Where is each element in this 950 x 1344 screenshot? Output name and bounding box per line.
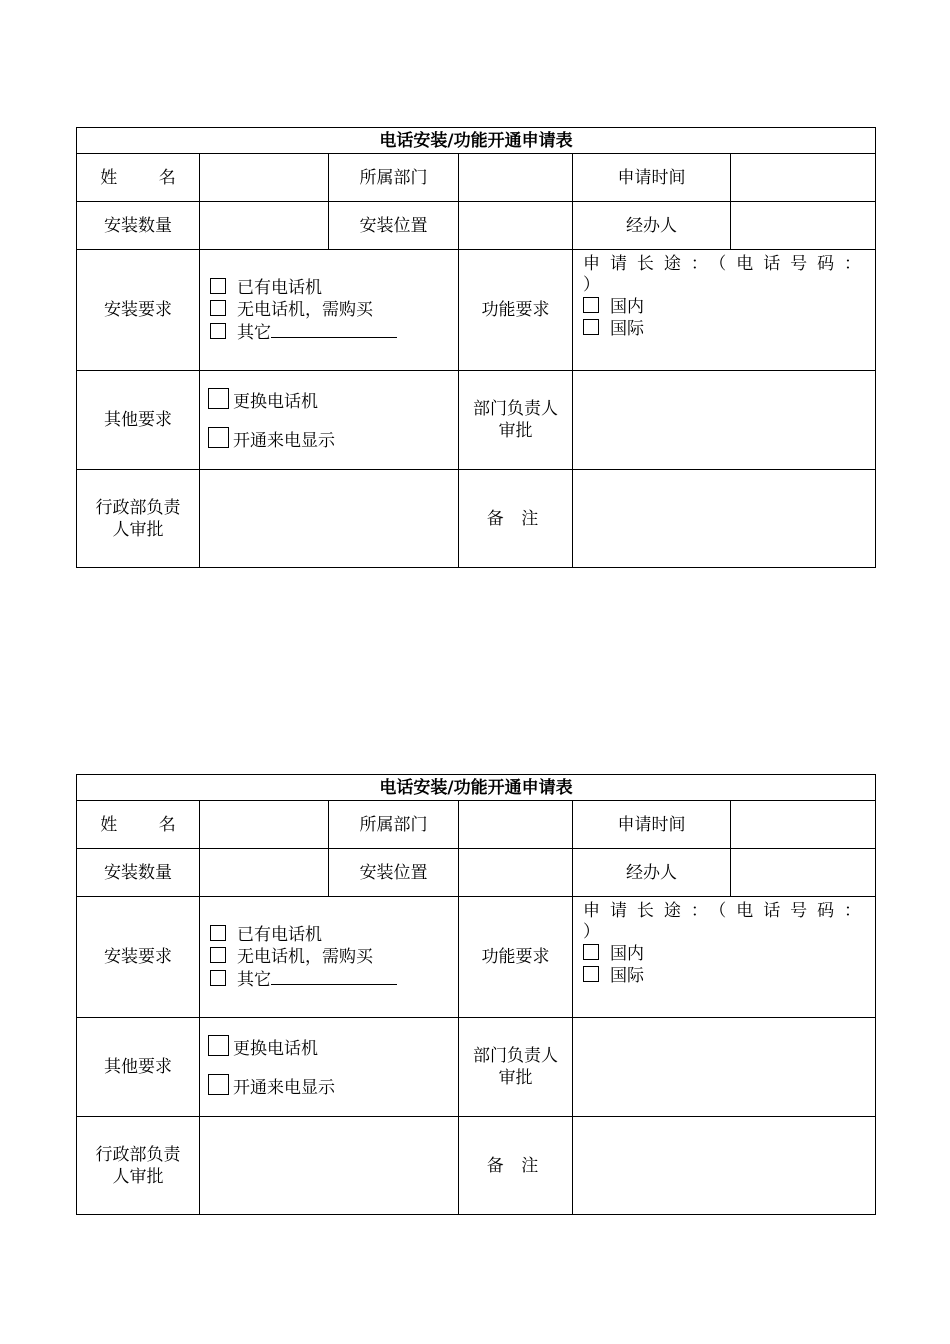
install-requirement-label: 安装要求 <box>77 897 200 1018</box>
long-distance-close: ） <box>583 275 600 295</box>
admin-head-label-line2: 人审批 <box>112 519 164 540</box>
option-label: 国内 <box>610 297 644 317</box>
admin-head-label-line1: 行政部负责 <box>95 1144 181 1165</box>
handler-label: 经办人 <box>573 849 731 897</box>
function-requirement-label: 功能要求 <box>459 897 573 1018</box>
checkbox-icon[interactable] <box>210 925 226 941</box>
option-has-phone[interactable] <box>210 924 458 946</box>
install-location-label: 安装位置 <box>329 849 459 897</box>
option-label: 国际 <box>610 319 644 339</box>
install-location-field[interactable] <box>459 202 573 250</box>
option-no-phone-buy[interactable] <box>210 946 458 968</box>
other-requirement-options <box>200 371 459 470</box>
install-location-label: 安装位置 <box>329 202 459 250</box>
dept-head-approval-field[interactable] <box>573 371 876 470</box>
checkbox-icon[interactable] <box>208 1074 229 1095</box>
option-label: 开通来电显示 <box>233 1078 335 1098</box>
handler-field[interactable] <box>731 849 876 897</box>
admin-head-approval-field[interactable] <box>200 470 459 568</box>
option-domestic[interactable] <box>583 943 865 965</box>
checkbox-icon[interactable] <box>583 297 599 313</box>
department-label: 所属部门 <box>329 801 459 849</box>
admin-head-approval-label <box>77 1117 200 1215</box>
option-no-phone-buy[interactable] <box>210 299 458 321</box>
function-requirement-options <box>573 250 876 371</box>
option-label: 其它 <box>237 969 271 990</box>
checkbox-icon[interactable] <box>208 388 229 409</box>
admin-head-label-line2: 人审批 <box>112 1166 164 1187</box>
checkbox-icon[interactable] <box>208 1035 229 1056</box>
dept-head-approval-field[interactable] <box>573 1018 876 1117</box>
apply-time-field[interactable] <box>731 154 876 202</box>
install-requirement-options <box>200 897 459 1018</box>
option-caller-id[interactable] <box>208 1074 458 1099</box>
other-blank-line[interactable] <box>271 968 397 985</box>
application-form-1 <box>76 127 876 568</box>
checkbox-icon[interactable] <box>210 323 226 339</box>
option-replace-phone[interactable] <box>208 1035 458 1060</box>
checkbox-icon[interactable] <box>210 300 226 316</box>
admin-head-label-line1: 行政部负责 <box>95 497 181 518</box>
option-replace-phone[interactable] <box>208 388 458 413</box>
option-domestic[interactable] <box>583 296 865 318</box>
option-label: 国际 <box>610 966 644 986</box>
checkbox-icon[interactable] <box>208 427 229 448</box>
long-distance-label: 申请长途：（电话号码： <box>583 901 866 921</box>
other-blank-line[interactable] <box>271 321 397 338</box>
other-requirement-label: 其他要求 <box>77 371 200 470</box>
name-field[interactable] <box>200 154 329 202</box>
remarks-field[interactable] <box>573 1117 876 1215</box>
remarks-label: 备 注 <box>459 1117 573 1215</box>
handler-label: 经办人 <box>573 202 731 250</box>
dept-head-approval-label <box>459 1018 573 1117</box>
dept-head-label-line1: 部门负责人 <box>473 1046 558 1066</box>
other-requirement-options <box>200 1018 459 1117</box>
name-label: 姓 名 <box>77 154 200 202</box>
option-label: 无电话机，需购买 <box>237 299 373 320</box>
application-form-2 <box>76 774 876 1215</box>
option-label: 国内 <box>610 944 644 964</box>
form-title: 电话安装/功能开通申请表 <box>77 775 876 801</box>
apply-time-label: 申请时间 <box>573 154 731 202</box>
option-label: 已有电话机 <box>237 277 322 298</box>
install-quantity-label: 安装数量 <box>77 849 200 897</box>
long-distance-close: ） <box>583 922 600 942</box>
other-requirement-label: 其他要求 <box>77 1018 200 1117</box>
dept-head-label-line2: 审批 <box>498 1068 533 1088</box>
remarks-label: 备 注 <box>459 470 573 568</box>
install-quantity-label: 安装数量 <box>77 202 200 250</box>
checkbox-icon[interactable] <box>583 944 599 960</box>
option-caller-id[interactable] <box>208 427 458 452</box>
department-field[interactable] <box>459 801 573 849</box>
checkbox-icon[interactable] <box>583 319 599 335</box>
admin-head-approval-field[interactable] <box>200 1117 459 1215</box>
install-requirement-options <box>200 250 459 371</box>
option-label: 无电话机，需购买 <box>237 946 373 967</box>
option-international[interactable] <box>583 965 865 987</box>
function-requirement-options <box>573 897 876 1018</box>
checkbox-icon[interactable] <box>210 278 226 294</box>
long-distance-label: 申请长途：（电话号码： <box>583 254 866 274</box>
name-label: 姓 名 <box>77 801 200 849</box>
dept-head-approval-label <box>459 371 573 470</box>
dept-head-label-line2: 审批 <box>498 421 533 441</box>
handler-field[interactable] <box>731 202 876 250</box>
admin-head-approval-label <box>77 470 200 568</box>
function-requirement-label: 功能要求 <box>459 250 573 371</box>
option-label: 开通来电显示 <box>233 431 335 451</box>
option-other[interactable] <box>210 968 458 991</box>
form-title: 电话安装/功能开通申请表 <box>77 128 876 154</box>
install-quantity-field[interactable] <box>200 202 329 250</box>
option-label: 已有电话机 <box>237 924 322 945</box>
option-label: 其它 <box>237 322 271 343</box>
apply-time-field[interactable] <box>731 801 876 849</box>
name-field[interactable] <box>200 801 329 849</box>
department-label: 所属部门 <box>329 154 459 202</box>
checkbox-icon[interactable] <box>583 966 599 982</box>
option-other[interactable] <box>210 321 458 344</box>
checkbox-icon[interactable] <box>210 970 226 986</box>
checkbox-icon[interactable] <box>210 947 226 963</box>
option-international[interactable] <box>583 318 865 340</box>
apply-time-label: 申请时间 <box>573 801 731 849</box>
install-location-field[interactable] <box>459 849 573 897</box>
install-requirement-label: 安装要求 <box>77 250 200 371</box>
option-label: 更换电话机 <box>233 1039 318 1059</box>
option-label: 更换电话机 <box>233 392 318 412</box>
option-has-phone[interactable] <box>210 277 458 299</box>
dept-head-label-line1: 部门负责人 <box>473 399 558 419</box>
install-quantity-field[interactable] <box>200 849 329 897</box>
remarks-field[interactable] <box>573 470 876 568</box>
department-field[interactable] <box>459 154 573 202</box>
